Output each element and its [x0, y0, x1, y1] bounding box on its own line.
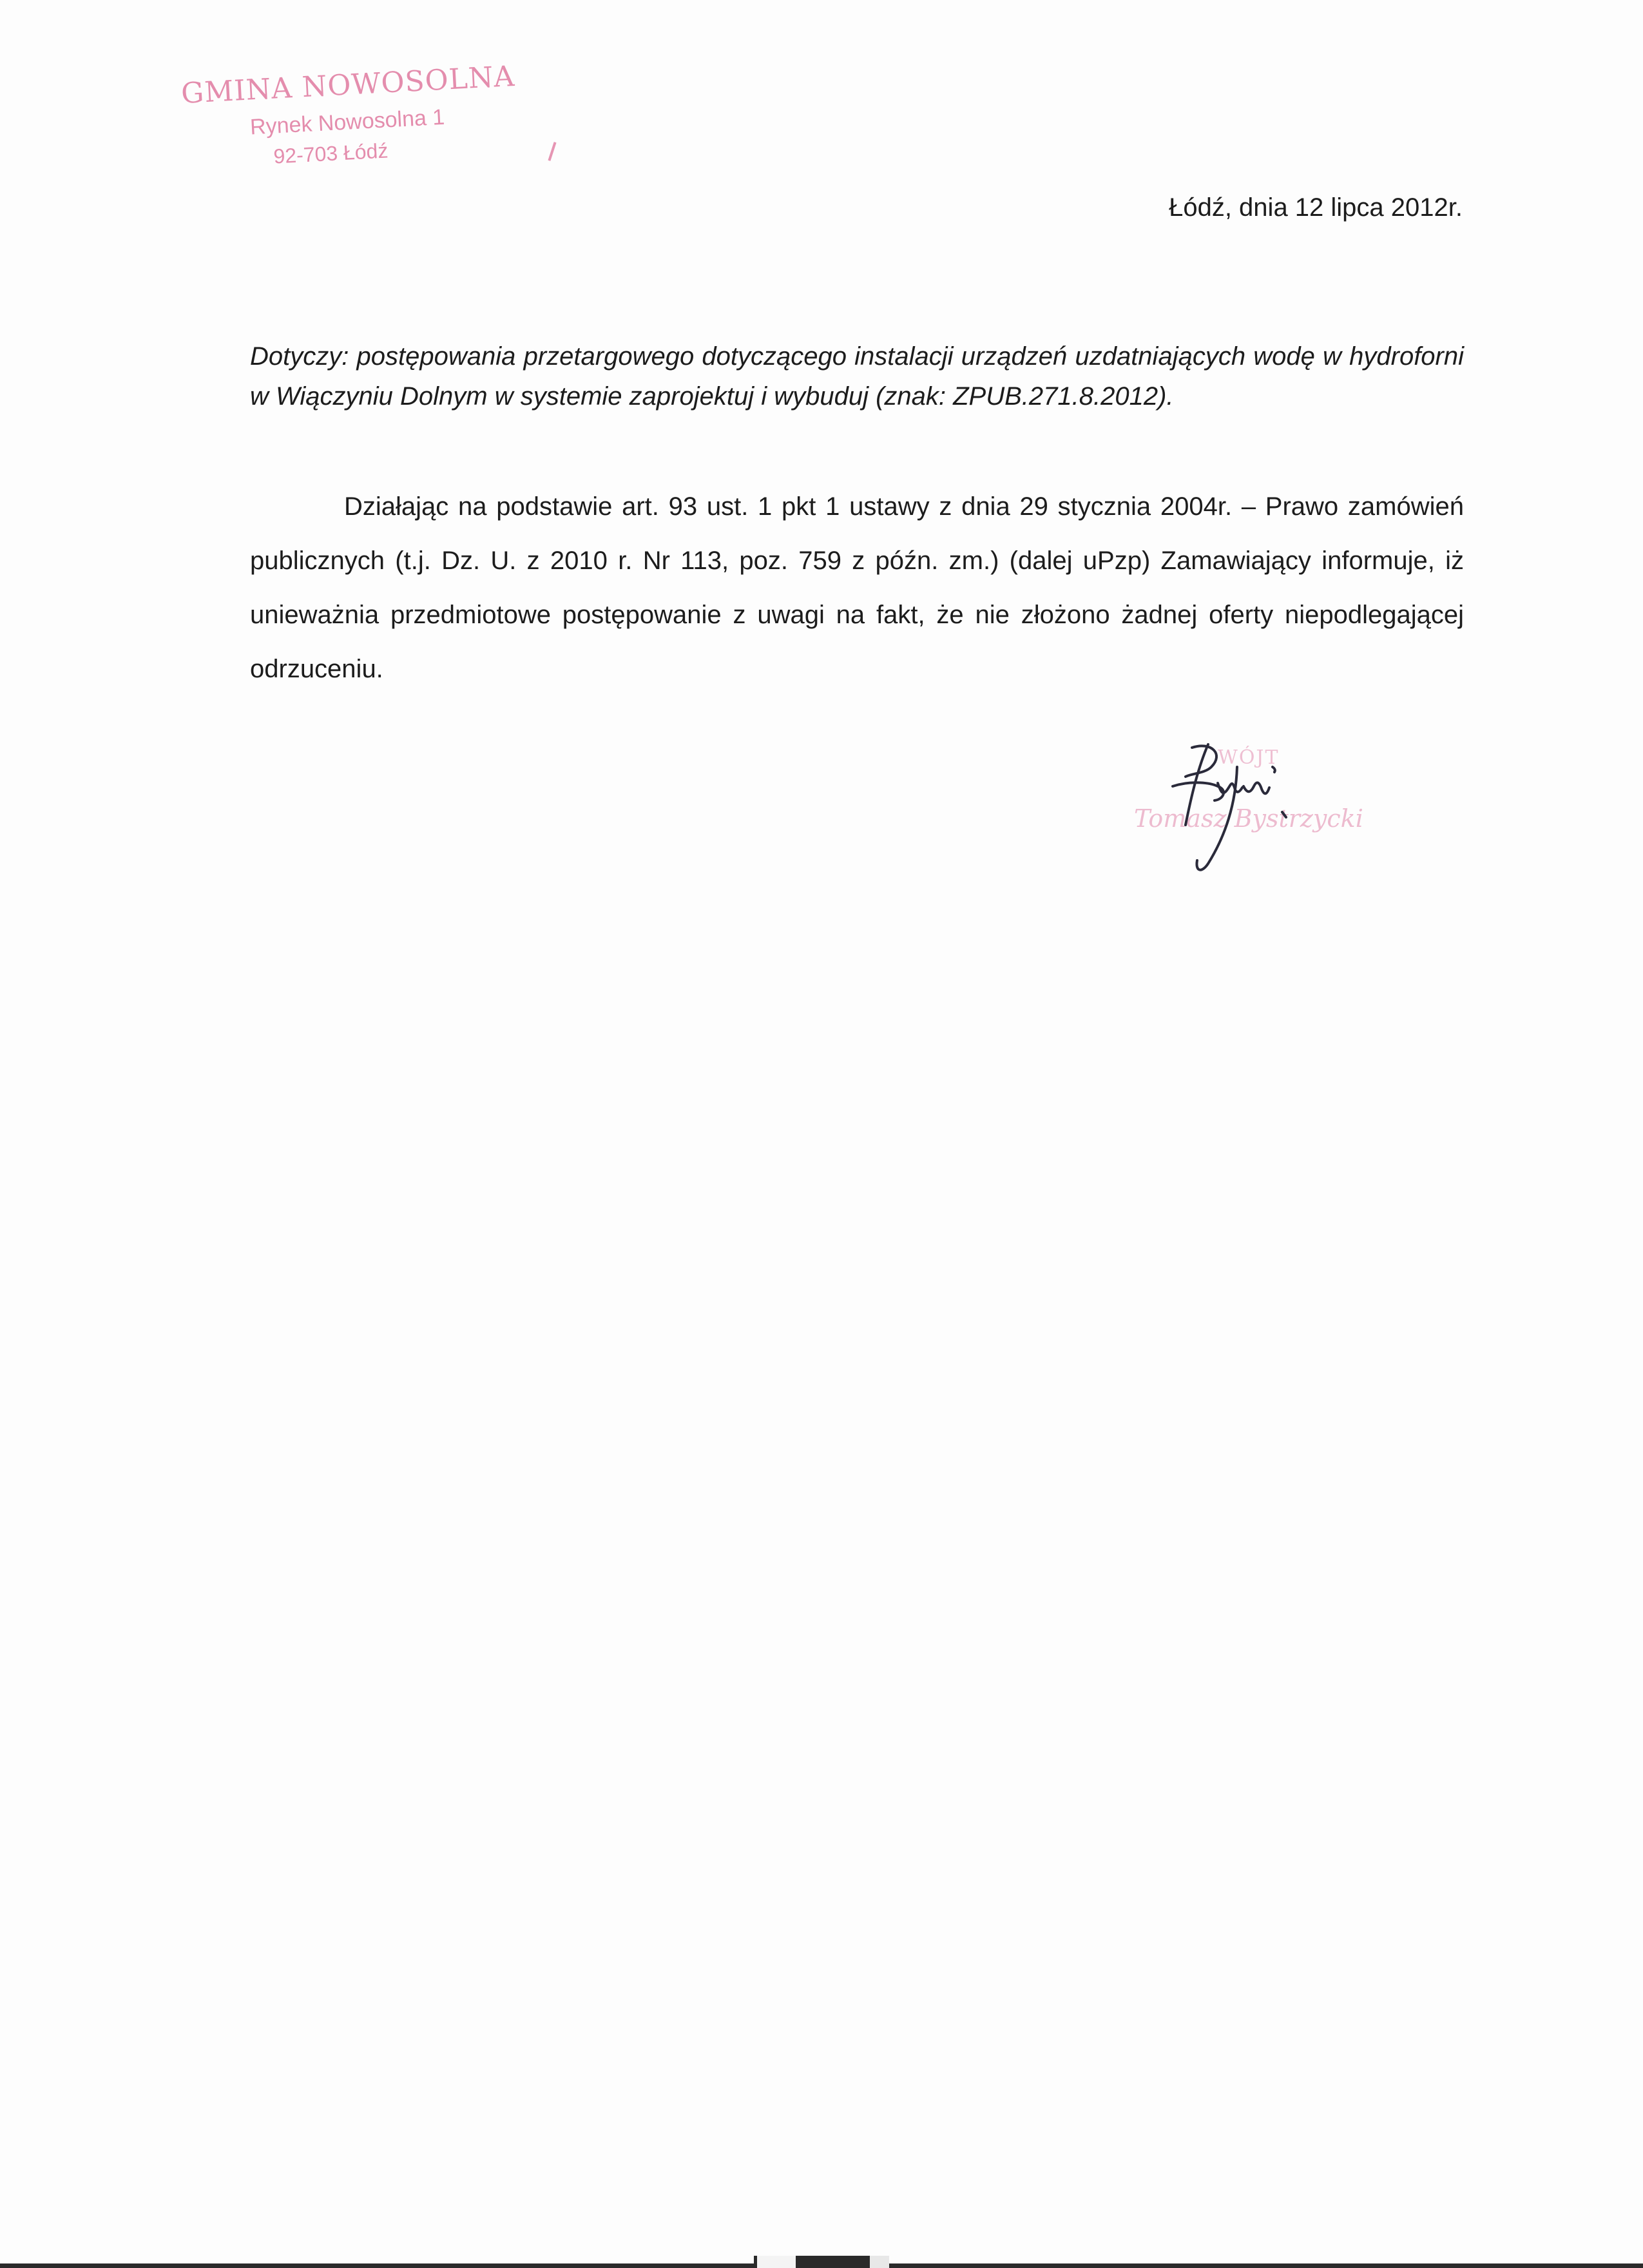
- document-subject: Dotyczy: postępowania przetargowego dotyczącego instalacji urządzeń uzdatniających wodę w hydroforni w Wiączyniu Dolnym w systemie zaprojektuj i wybuduj (znak: ZPUB.271.8.2012).: [250, 342, 1464, 411]
- signature-stamp-name: Tomasz Bystrzycki: [1134, 804, 1363, 833]
- official-stamp: [171, 57, 563, 187]
- scan-edge-paper: [0, 2256, 754, 2263]
- scan-edge-gap: [870, 2256, 889, 2268]
- scan-edge-paper: [889, 2256, 1643, 2263]
- scan-edge-gap: [757, 2256, 796, 2268]
- handwritten-signature: [1147, 728, 1360, 877]
- stamp-line-address: Rynek Nowosolna 1: [249, 104, 446, 140]
- stamp-line-postal: 92-703 Łódź: [273, 139, 389, 168]
- document-date: Łódź, dnia 12 lipca 2012r.: [1169, 193, 1463, 222]
- signature-stamp-title: WÓJT: [1218, 746, 1280, 769]
- document-body: Działając na podstawie art. 93 ust. 1 pkt 1 ustawy z dnia 29 stycznia 2004r. – Prawo zamówień publicznych (t.j. Dz. U. z 2010 r. Nr 113, poz. 759 z późn. zm.) (dalej uPzp) Zamawiający informuje, iż unieważnia przedmiotowe postępowanie z uwagi na fakt, że nie złożono żadnej oferty niepodlegającej odrzuceniu.: [250, 492, 1464, 683]
- stamp-line-name: GMINA NOWOSOLNA: [180, 59, 516, 111]
